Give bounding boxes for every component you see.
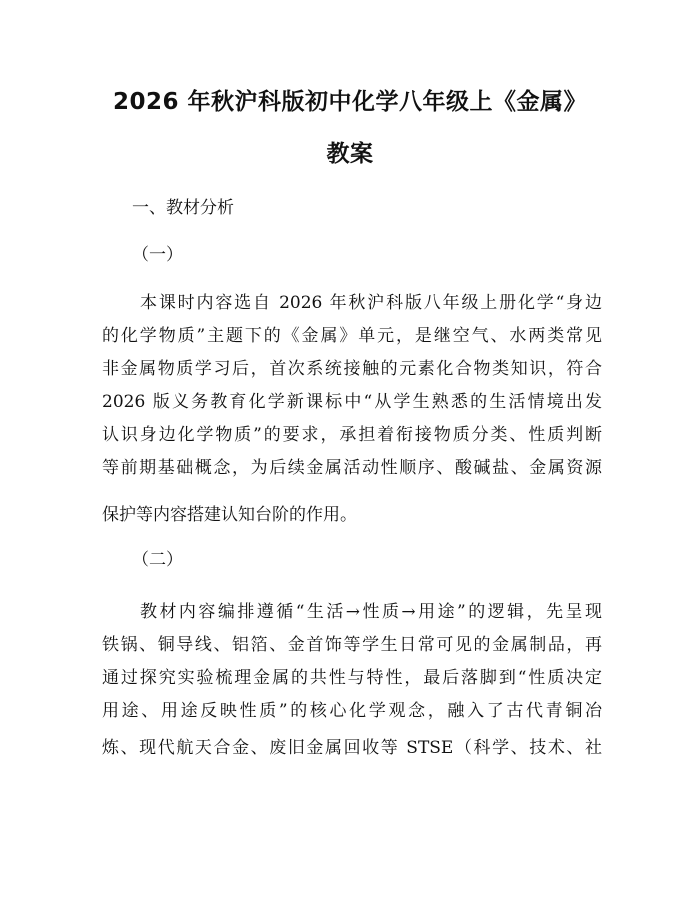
paragraph-1-line-1: 本课时内容选自 2026 年秋沪科版八年级上册化学“身边 <box>140 293 602 313</box>
paragraph-2-line-1: 教材内容编排遵循“生活→性质→用途”的逻辑，先呈现 <box>140 602 602 622</box>
subsection-label-1: （一） <box>132 245 183 265</box>
paragraph-1-line-2: 的化学物质”主题下的《金属》单元，是继空气、水两类常见 <box>102 326 602 346</box>
section-heading-textbook-analysis: 一、教材分析 <box>132 198 234 218</box>
paragraph-2-line-4: 用途、用途反映性质”的核心化学观念，融入了古代青铜冶 <box>102 701 602 721</box>
subsection-label-2: （二） <box>132 550 183 570</box>
paragraph-1-line-5: 认识身边化学物质”的要求，承担着衔接物质分类、性质判断 <box>102 425 602 445</box>
paragraph-2-line-2: 铁锅、铜导线、铝箔、金首饰等学生日常可见的金属制品，再 <box>102 635 602 655</box>
paragraph-2-line-3: 通过探究实验梳理金属的共性与特性，最后落脚到“性质决定 <box>102 668 602 688</box>
paragraph-1-line-7: 保护等内容搭建认知台阶的作用。 <box>102 505 357 525</box>
paragraph-1-line-6: 等前期基础概念，为后续金属活动性顺序、酸碱盐、金属资源 <box>102 458 602 478</box>
paragraph-2-line-5: 炼、现代航天合金、废旧金属回收等 STSE（科学、技术、社 <box>102 738 602 758</box>
document-title-line-2: 教案 <box>326 141 374 167</box>
document-title-line-1: 2026 年秋沪科版初中化学八年级上《金属》 <box>112 89 588 115</box>
paragraph-1-line-4: 2026 版义务教育化学新课标中“从学生熟悉的生活情境出发 <box>102 392 602 412</box>
paragraph-1-line-3: 非金属物质学习后，首次系统接触的元素化合物类知识，符合 <box>102 359 602 379</box>
